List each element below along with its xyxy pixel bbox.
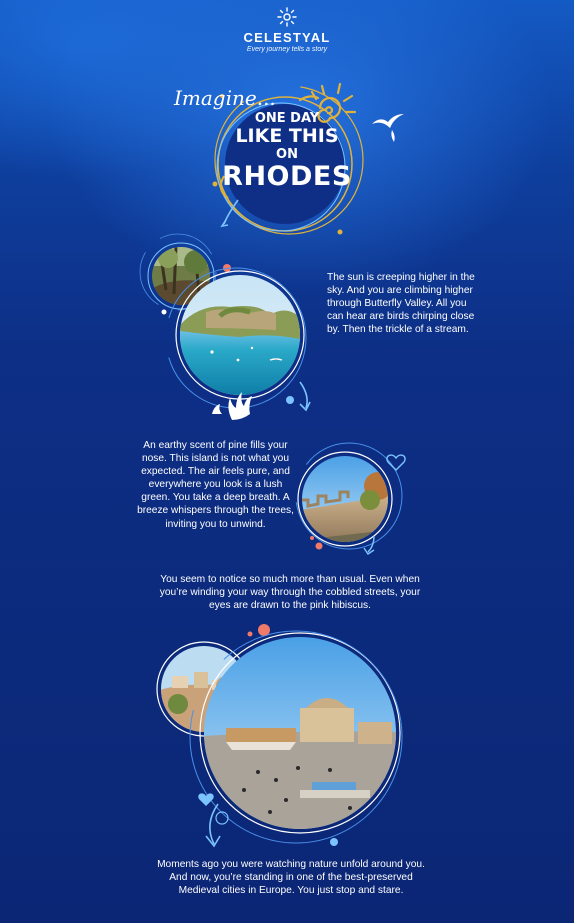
swirl-logo-icon xyxy=(276,6,298,28)
headline-line-3: ON xyxy=(276,147,298,162)
story-paragraph-pine-scent: An earthy scent of pine fills your nose. This island is not what you expected. The air feels pure, and everywhere you look is a lush green. You take a deep breath. A breeze whispers through the trees, inviting you to unwind. xyxy=(137,440,294,530)
hero-headline xyxy=(220,112,354,190)
brand-header[interactable] xyxy=(0,6,574,53)
brand-name: CELESTYAL xyxy=(243,30,331,45)
hero-imagine: Imagine... xyxy=(174,86,276,110)
headline-line-4: RHODES xyxy=(222,161,352,192)
story-paragraph-butterfly-valley: The sun is creeping higher in the sky. And you are climbing higher through Butterfly Valley. All you can hear are birds chirping close by. Then the trickle of a stream. xyxy=(327,272,475,336)
story-paragraph-medieval-city: Moments ago you were watching nature unfold around you. And now, you’re standing in one of the best-preserved Medieval cities in Europe. You just stop and stare. xyxy=(157,859,425,897)
hero-section xyxy=(160,68,420,238)
heart-icon xyxy=(198,793,213,806)
bay-photo xyxy=(162,268,311,420)
story-paragraph-hibiscus: You seem to notice so much more than usual. Even when you’re winding your way through the cobbled streets, your eyes are drawn to the pink hibiscus. xyxy=(159,574,421,612)
coral-icon xyxy=(212,392,252,420)
brand-tagline: Every journey tells a story xyxy=(246,46,328,53)
city-walls-photo xyxy=(296,443,405,554)
headline-line-1: ONE DAY xyxy=(254,111,320,126)
headline-line-2: LIKE THIS xyxy=(235,125,339,147)
